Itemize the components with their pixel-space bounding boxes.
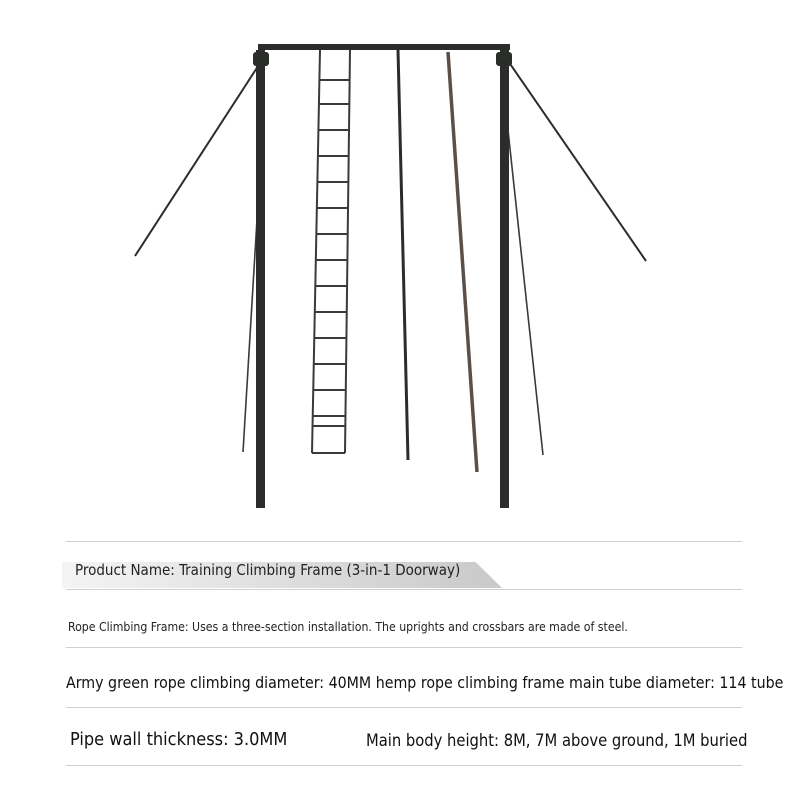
right-upright xyxy=(500,50,509,508)
product-name-line: Product Name: Training Climbing Frame (3-in-1 Doorway) xyxy=(75,561,461,579)
rope-frame-line: Rope Climbing Frame: Uses a three-section installation. The uprights and crossbars are made of steel. xyxy=(68,620,628,634)
climbing-pole xyxy=(398,50,408,460)
right-top-bracket xyxy=(496,52,512,66)
divider xyxy=(66,541,742,542)
right-back-wire xyxy=(508,130,543,455)
right-guy-wire xyxy=(506,58,646,261)
divider xyxy=(66,647,742,648)
top-crossbar xyxy=(258,44,510,50)
divider xyxy=(66,707,742,708)
wall-thickness-line: Pipe wall thickness: 3.0MM xyxy=(70,729,288,750)
diameter-line: Army green rope climbing diameter: 40MM hemp rope climbing frame main tube diameter: 114 tube xyxy=(66,673,784,692)
left-upright xyxy=(256,50,265,508)
hemp-climbing-rope xyxy=(448,52,477,472)
divider xyxy=(66,765,742,766)
rope-ladder xyxy=(312,50,350,453)
left-top-bracket xyxy=(253,52,269,66)
left-guy-wire xyxy=(135,60,262,256)
main-body-height-line: Main body height: 8M, 7M above ground, 1M buried xyxy=(366,731,748,750)
divider xyxy=(66,589,742,590)
